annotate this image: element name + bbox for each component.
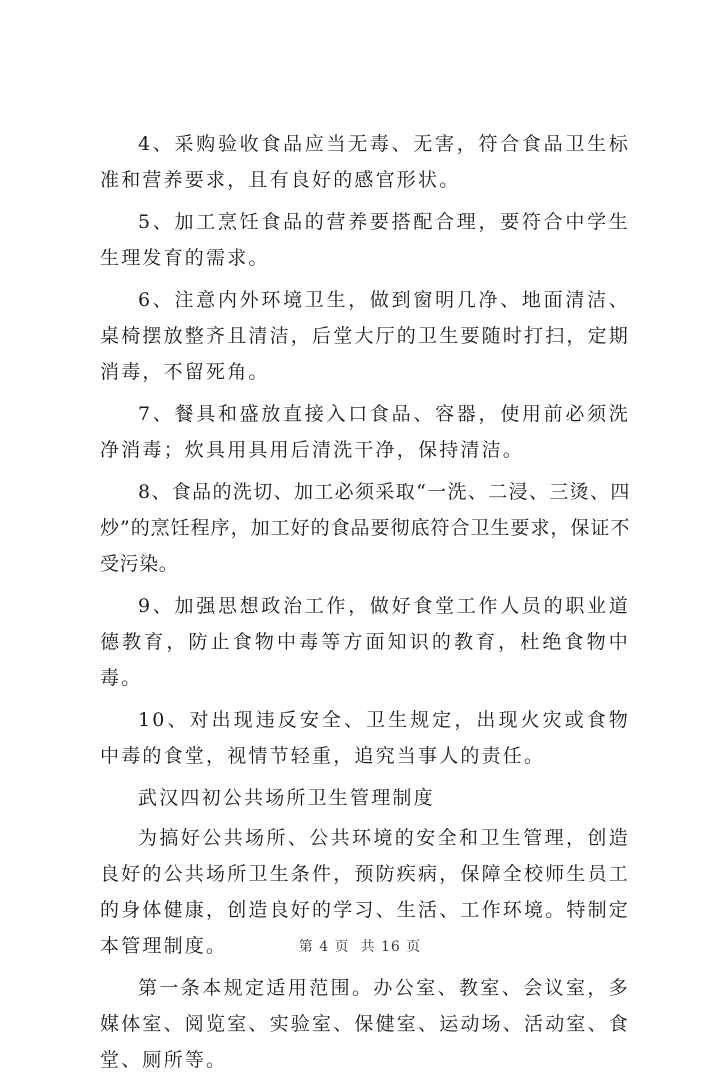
page-number-text: 第 4 页 共 16 页	[298, 939, 422, 955]
paragraph-item-8: 8、食品的洗切、加工必须采取“一洗、二浸、三烫、四炒”的烹饪程序，加工好的食品要彻底符合卫生要求，保证不受污染。	[100, 481, 630, 575]
paragraph-item-7: 7、餐具和盛放直接入口食品、容器，使用前必须洗净消毒；炊具用具用后清洗干净，保持清洁。	[100, 403, 630, 461]
intro-paragraph: 为搞好公共场所、公共环境的安全和卫生管理，创造良好的公共场所卫生条件，预防疾病，保障全校师生员工的身体健康，创造良好的学习、生活、工作环境。特制定本管理制度。	[100, 827, 631, 957]
article-one-paragraph: 第一条本规定适用范围。办公室、教室、会议室，多媒体室、阅览室、实验室、保健室、运动场、活动室、食堂、厕所等。	[100, 977, 631, 1071]
paragraph-item-10: 10、对出现违反安全、卫生规定，出现火灾或食物中毒的食堂，视情节轻重，追究当事人的责任。	[100, 709, 630, 767]
section-title: 武汉四初公共场所卫生管理制度	[138, 787, 435, 809]
paragraph-item-6: 6、注意内外环境卫生，做到窗明几净、地面清洁、桌椅摆放整齐且清洁，后堂大厅的卫生要随时打扫，定期消毒，不留死角。	[100, 289, 631, 383]
paragraph-item-5: 5、加工烹饪食品的营养要搭配合理，要符合中学生生理发育的需求。	[100, 211, 630, 269]
page-footer	[0, 936, 720, 956]
paragraph-item-9: 9、加强思想政治工作，做好食堂工作人员的职业道德教育，防止食物中毒等方面知识的教育，杜绝食物中毒。	[100, 595, 630, 689]
paragraph-item-4: 4、采购验收食品应当无毒、无害，符合食品卫生标准和营养要求，且有良好的感官形状。	[100, 133, 630, 191]
